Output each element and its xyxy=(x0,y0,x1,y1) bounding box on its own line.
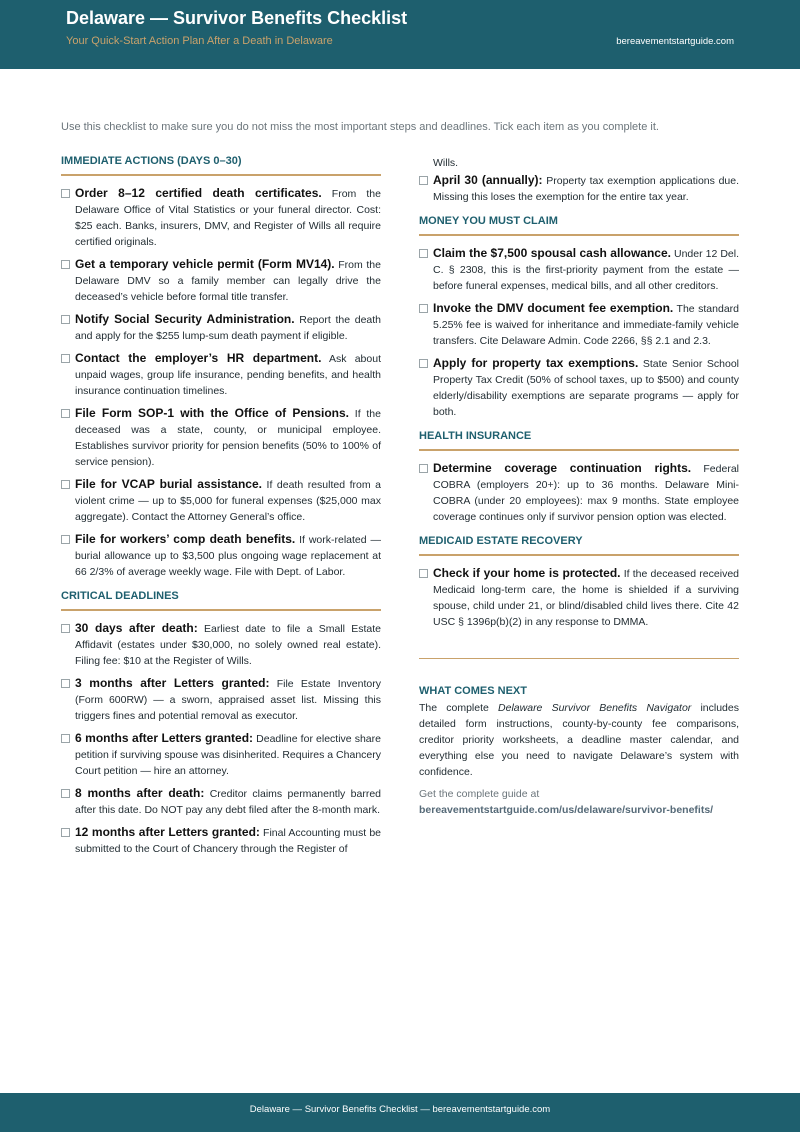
item-text: If the deceased was a state, county, or municipal employee. Establishes survivor priority for pension benefits (50% to 100% of service pension). xyxy=(75,408,381,468)
section-title-health: HEALTH INSURANCE xyxy=(419,430,739,451)
checklist-item xyxy=(61,185,381,250)
checkbox[interactable] xyxy=(61,828,70,837)
left-column xyxy=(61,155,381,863)
checkbox[interactable] xyxy=(61,260,70,269)
checklist-item xyxy=(61,476,381,525)
checkbox[interactable] xyxy=(61,189,70,198)
item-heading: 8 months after death: xyxy=(75,786,205,800)
item-text: Deadline for elective share petition if surviving spouse was disinherited. Requires a Chancery Court petition — hire an attorney. xyxy=(75,733,381,777)
item-text: Final Accounting must be submitted to the Court of Chancery through the Register of xyxy=(75,827,381,855)
next-body-post: includes detailed form instructions, county-by-county fee comparisons, creditor priority worksheets, a deadline master calendar, and everything else you need to navigate Delaware’s system with confidence. xyxy=(419,702,739,778)
checkbox[interactable] xyxy=(419,569,428,578)
checklist-item xyxy=(61,311,381,344)
checklist-item xyxy=(61,730,381,779)
checkbox[interactable] xyxy=(419,464,428,473)
right-column xyxy=(419,155,739,818)
item-heading: Get a temporary vehicle permit (Form MV14). xyxy=(75,257,335,271)
checklist-item xyxy=(61,620,381,669)
page-footer: Delaware — Survivor Benefits Checklist — bereavementstartguide.com xyxy=(0,1093,800,1132)
immediate-list xyxy=(61,185,381,580)
intro-text: Use this checklist to make sure you do not miss the most important steps and deadlines. Tick each item as you complete it. xyxy=(61,121,659,133)
checkbox[interactable] xyxy=(419,359,428,368)
checklist-item xyxy=(419,300,739,349)
page-header xyxy=(0,0,800,69)
item-heading: 6 months after Letters granted: xyxy=(75,731,254,745)
item-heading: Invoke the DMV document fee exemption. xyxy=(433,301,674,315)
section-title-next: WHAT COMES NEXT xyxy=(419,685,527,697)
item-heading: File for workers’ comp death benefits. xyxy=(75,532,296,546)
checkbox[interactable] xyxy=(61,315,70,324)
checkbox[interactable] xyxy=(61,535,70,544)
page-subtitle: Your Quick-Start Action Plan After a Death in Delaware xyxy=(66,35,333,47)
item-heading: Apply for property tax exemptions. xyxy=(433,356,639,370)
next-body-pre: The complete xyxy=(419,702,499,714)
checkbox[interactable] xyxy=(419,249,428,258)
item-text: If death resulted from a violent crime — up to $5,000 for funeral expenses ($25,000 max aggregate). Contact the Attorney General’s office. xyxy=(75,479,381,523)
item-heading: Determine coverage continuation rights. xyxy=(433,461,692,475)
cta-label: Get the complete guide at xyxy=(419,788,540,800)
page-title: Delaware — Survivor Benefits Checklist xyxy=(66,8,408,28)
item-text: Report the death and apply for the $255 lump-sum death payment if eligible. xyxy=(75,314,381,342)
cta-link[interactable]: bereavementstartguide.com/us/delaware/survivor-benefits/ xyxy=(419,804,714,816)
medicaid-list xyxy=(419,565,739,630)
item-heading: Contact the employer’s HR department. xyxy=(75,351,322,365)
checkbox[interactable] xyxy=(61,409,70,418)
checkbox[interactable] xyxy=(419,176,428,185)
header-site-link[interactable]: bereavementstartguide.com xyxy=(616,36,734,47)
deadlines-list-continued xyxy=(419,172,739,205)
section-title-medicaid: MEDICAID ESTATE RECOVERY xyxy=(419,535,739,556)
section-title-deadlines: CRITICAL DEADLINES xyxy=(61,590,381,611)
item-heading: Order 8–12 certified death certificates. xyxy=(75,186,322,200)
item-text: Ask about unpaid wages, group life insurance, pending benefits, and health insurance continuation timelines. xyxy=(75,353,381,397)
item-text: Earliest date to file a Small Estate Affidavit (estates under $30,000, no solely owned real estate). Filing fee: $10 at the Register of Wills. xyxy=(75,623,381,667)
checklist-item xyxy=(61,350,381,399)
deadline-continuation: Wills. xyxy=(433,157,459,169)
item-text: State Senior School Property Tax Credit (50% of school taxes, up to $500) and county elderly/disability exemptions are separate programs — apply for both. xyxy=(433,358,739,418)
item-heading: Notify Social Security Administration. xyxy=(75,312,295,326)
item-text: The standard 5.25% fee is waived for inheritance and immediate-family vehicle transfers. Cite Delaware Admin. Code 2266, §§ 2.1 and 2.3. xyxy=(433,303,739,347)
next-body xyxy=(419,700,739,780)
item-heading: Check if your home is protected. xyxy=(433,566,621,580)
item-heading: Claim the $7,500 spousal cash allowance. xyxy=(433,246,671,260)
section-title-money: MONEY YOU MUST CLAIM xyxy=(419,215,739,236)
item-heading: April 30 (annually): xyxy=(433,173,543,187)
item-text: Property tax exemption applications due. Missing this loses the exemption for the entire tax year. xyxy=(433,175,739,203)
item-text: If work-related — burial allowance up to $3,500 plus ongoing wage replacement at 66 2/3% of average weekly wage. File with Dept. of Labor. xyxy=(75,534,381,578)
item-text: Creditor claims permanently barred after this date. Do NOT pay any debt filed after the 8-month mark. xyxy=(75,788,382,816)
checklist-item xyxy=(419,460,739,525)
section-title-immediate: IMMEDIATE ACTIONS (DAYS 0–30) xyxy=(61,155,381,176)
item-heading: File for VCAP burial assistance. xyxy=(75,477,262,491)
item-text: If the deceased received Medicaid long-term care, the home is shielded if a surviving spouse, child under 21, or blind/disabled child lives there. Cite 42 USC § 1396p(b)(2) in any response to DMMA. xyxy=(433,568,739,628)
item-text: File Estate Inventory (Form 600RW) — a sworn, appraised asset list. Missing this triggers fines and potential removal as executor. xyxy=(75,678,381,722)
checkbox[interactable] xyxy=(61,679,70,688)
item-text: Under 12 Del. C. § 2308, this is the first-priority payment from the estate — before funeral expenses, medical bills, and all other creditors. xyxy=(433,248,739,292)
checkbox[interactable] xyxy=(61,789,70,798)
item-heading: 12 months after Letters granted: xyxy=(75,825,260,839)
item-text: Federal COBRA (employers 20+): up to 36 months. Delaware Mini-COBRA (under 20 employees): max 9 months. State employee coverage continues only if survivor pension option was elected. xyxy=(433,463,739,523)
item-heading: 3 months after Letters granted: xyxy=(75,676,270,690)
checklist-item xyxy=(419,565,739,630)
health-list xyxy=(419,460,739,525)
checkbox[interactable] xyxy=(61,624,70,633)
deadlines-list xyxy=(61,620,381,857)
item-heading: File Form SOP-1 with the Office of Pensions. xyxy=(75,406,350,420)
item-heading: 30 days after death: xyxy=(75,621,198,635)
checkbox[interactable] xyxy=(61,480,70,489)
checkbox[interactable] xyxy=(61,734,70,743)
divider xyxy=(419,658,739,659)
checklist-item xyxy=(419,172,739,205)
checklist-item xyxy=(61,531,381,580)
checklist-item xyxy=(61,824,381,857)
item-text: From the Delaware DMV so a family member can legally drive the deceased’s vehicle before formal title transfer. xyxy=(75,259,381,303)
money-list xyxy=(419,245,739,420)
item-text: From the Delaware Office of Vital Statistics or your funeral director. Cost: $25 each. Banks, insurers, DMV, and Register of Wills all require certified originals. xyxy=(75,188,381,248)
checkbox[interactable] xyxy=(61,354,70,363)
checklist-item xyxy=(61,785,381,818)
checklist-item xyxy=(419,355,739,420)
checklist-item xyxy=(61,256,381,305)
checklist-item xyxy=(61,675,381,724)
checkbox[interactable] xyxy=(419,304,428,313)
checklist-item xyxy=(419,245,739,294)
guide-name: Delaware Survivor Benefits Navigator xyxy=(498,702,692,714)
checklist-item xyxy=(61,405,381,470)
